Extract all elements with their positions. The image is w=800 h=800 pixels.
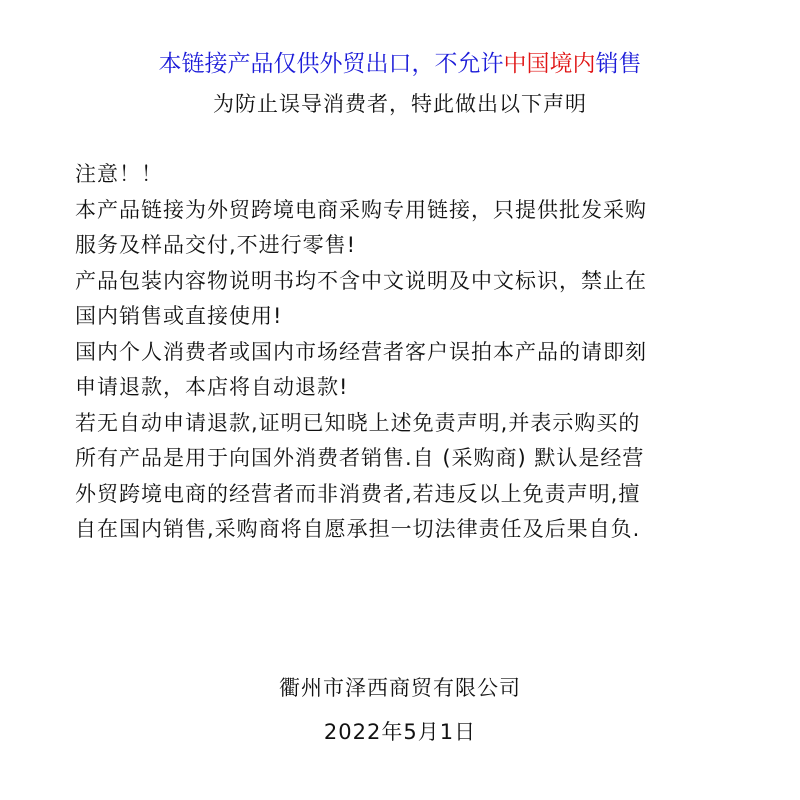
notice-line: 若无自动申请退款,证明已知晓上述免责声明,并表示购买的 bbox=[75, 410, 641, 435]
notice-line: 申请退款，本店将自动退款! bbox=[75, 375, 349, 399]
headline-text-end: 销售 bbox=[595, 51, 642, 77]
notice-line: 自在国内销售,采购商将自愿承担一切法律责任及后果自负. bbox=[75, 517, 641, 541]
notice-line: 本产品链接为外贸跨境电商采购专用链接，只提供批发采购 bbox=[75, 197, 647, 222]
notice-body bbox=[75, 157, 755, 548]
notice-line: 国内销售或直接使用! bbox=[75, 304, 283, 328]
headline-text-red: 中国境内 bbox=[503, 51, 596, 77]
notice-line: 国内个人消费者或国内市场经营者客户误拍本产品的请即刻 bbox=[75, 339, 647, 364]
notice-line: 所有产品是用于向国外消费者销售.自 (采购商) 默认是经营 bbox=[75, 446, 645, 470]
notice-line: 产品包装内容物说明书均不含中文说明及中文标识，禁止在 bbox=[75, 268, 647, 293]
subtitle: 为防止误导消费者，特此做出以下声明 bbox=[213, 92, 587, 116]
company-name: 衢州市泽西商贸有限公司 bbox=[279, 676, 521, 700]
notice-line: 外贸跨境电商的经营者而非消费者,若违反以上免责声明,擅 bbox=[75, 481, 641, 506]
headline bbox=[0, 48, 800, 80]
notice-line: 服务及样品交付,不进行零售! bbox=[75, 233, 357, 257]
notice-heading: 注意！！ bbox=[75, 162, 163, 186]
headline-text-blue: 本链接产品仅供外贸出口，不允许 bbox=[158, 51, 504, 77]
statement-date: 2022年5月1日 bbox=[323, 720, 477, 744]
